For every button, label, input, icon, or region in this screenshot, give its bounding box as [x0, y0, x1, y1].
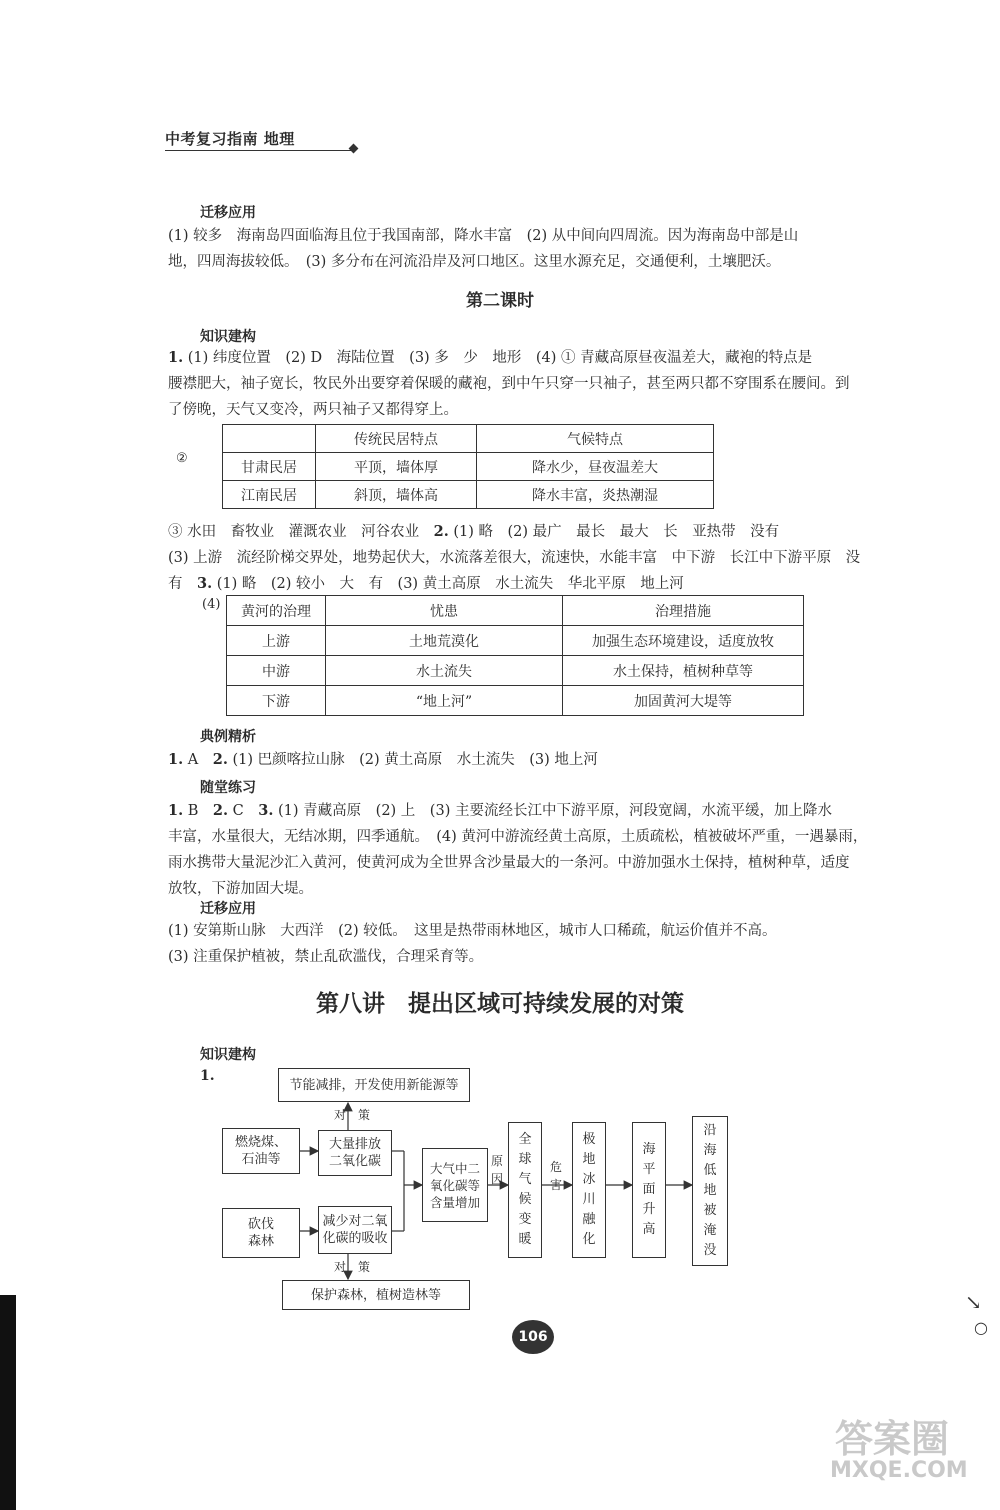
answer-text: (1) 巴颜喀拉山脉 (2) 黄土高原 水土流失 (3) 地上河: [227, 752, 598, 768]
section-label-transfer: 迁移应用: [200, 901, 256, 917]
answer-text: C: [228, 803, 259, 819]
measure-label: 对 策: [334, 1260, 371, 1274]
warming-box: [508, 1122, 542, 1258]
table-cell: 降水丰富，炎热潮湿: [477, 481, 714, 509]
melt-box: [572, 1122, 606, 1258]
watermark-url: MXQE.COM: [830, 1458, 968, 1483]
table-cell: 水土保持，植树种草等: [563, 656, 804, 686]
source-box-deforestation: 砍伐森林: [222, 1208, 300, 1258]
question-number: 1.: [168, 349, 184, 366]
sea-level-box: [632, 1122, 666, 1258]
table-cell: 加强生态环境建设，适度放牧: [563, 626, 804, 656]
section-label-knowledge: 知识建构: [200, 1047, 256, 1063]
flood-text: 沿海低地被淹没: [703, 1123, 717, 1258]
answer-text: B: [183, 803, 213, 819]
table-cell: 下游: [227, 686, 326, 716]
header-title: 中考复习指南 地理: [165, 130, 295, 148]
answer-text: (1) 青藏高原 (2) 上 (3) 主要流经长江中下游平原，河段宽阔，水流平缓，加上降水: [273, 803, 832, 819]
table-header-cell: 黄河的治理: [227, 596, 326, 626]
table-header-cell: 传统民居特点: [316, 425, 477, 453]
table-cell: “地上河”: [326, 686, 563, 716]
melt-text: 极地冰川融化: [582, 1132, 596, 1247]
warming-text: 全球气候变暖: [518, 1132, 532, 1247]
sea-level-text: 海平面升高: [642, 1142, 656, 1237]
scan-mark-icon: ○: [974, 1318, 988, 1337]
text-line: 了傍晚，天气又变冷，两只袖子又都得穿上。: [168, 402, 458, 418]
scan-mark-icon: ↘: [965, 1290, 982, 1314]
text-line: (1) 安第斯山脉 大西洋 (2) 较低。 这里是热带雨林地区，城市人口稀疏，航运价值并不高。: [168, 923, 777, 939]
question-number: 1.: [168, 802, 184, 819]
table-cell: 土地荒漠化: [326, 626, 563, 656]
measure-label: 对 策: [334, 1108, 371, 1122]
text-line: 有: [168, 576, 197, 592]
flood-box: [692, 1116, 728, 1266]
section-label-practice: 随堂练习: [200, 780, 256, 796]
table-marker: (4): [202, 597, 221, 612]
text-line: 放牧，下游加固大堤。: [168, 881, 313, 897]
section-label-transfer: 迁移应用: [200, 205, 256, 221]
lesson-title: 第二课时: [466, 291, 534, 311]
text-line: 地，四周海拔较低。 (3) 多分布在河流沿岸及河口地区。这里水源充足，交通便利，土壤肥沃。: [168, 254, 781, 270]
table-cell: 平顶，墙体厚: [316, 453, 477, 481]
table-cell: 江南民居: [223, 481, 316, 509]
table-header-cell: 气候特点: [477, 425, 714, 453]
table-cell: 加固黄河大堤等: [563, 686, 804, 716]
text-line: 丰富，水量很大，无结冰期，四季通航。 (4) 黄河中游流经黄土高原，土质疏松，植被破坏严重，一遇暴雨，: [168, 829, 868, 845]
section-label-knowledge: 知识建构: [200, 329, 256, 345]
table-cell: 斜顶，墙体高: [316, 481, 477, 509]
table-cell: 甘肃民居: [223, 453, 316, 481]
table-cell: 上游: [227, 626, 326, 656]
table-cell: 水土流失: [326, 656, 563, 686]
table-header-cell: 治理措施: [563, 596, 804, 626]
question-number: 3.: [197, 575, 213, 592]
question-number: 3.: [258, 802, 274, 819]
table-cell: 中游: [227, 656, 326, 686]
question-number: 2.: [212, 802, 229, 819]
question-number: 1.: [168, 751, 184, 768]
measure-box-forest: 保护森林，植树造林等: [282, 1280, 470, 1310]
text-line: 腰襟肥大，袖子宽长，牧民外出要穿着保暖的藏袍，到中午只穿一只袖子，甚至两只都不穿围系在腰间。到: [168, 376, 850, 392]
page-number: 106: [512, 1320, 554, 1354]
harm-label: 危害: [549, 1160, 562, 1192]
effect-box-absorption: 减少对二氧化碳的吸收: [318, 1206, 392, 1254]
table-marker: ②: [176, 451, 188, 466]
answer-text: A: [183, 752, 213, 768]
text-line: (3) 上游 流经阶梯交界处，地势起伏大，水流落差很大，流速快，水能丰富 中下游 长江中下游平原 没: [168, 550, 861, 566]
scan-edge-bar: [0, 1295, 16, 1510]
table-header-cell: 忧患: [326, 596, 563, 626]
question-number: 2.: [212, 751, 228, 768]
measure-box-energy: 节能减排，开发使用新能源等: [278, 1068, 470, 1102]
text-line: (1) 略 (2) 较小 大 有 (3) 黄土高原 水土流失 华北平原 地上河: [212, 576, 684, 592]
text-line: (1) 较多 海南岛四面临海且位于我国南部，降水丰富 (2) 从中间向四周流。因为海南岛中部是山: [168, 228, 799, 244]
question-number: 2.: [433, 523, 449, 540]
text-line: (3) 注重保护植被，禁止乱砍滥伐，合理采育等。: [168, 949, 484, 965]
text-line: (1) 略 (2) 最广 最长 最大 长 亚热带 没有: [448, 524, 780, 540]
cause-label: 原因: [490, 1154, 503, 1186]
question-number: 1.: [200, 1068, 215, 1084]
air-co2-box: 大气中二氧化碳等含量增加: [422, 1148, 488, 1222]
text-line: (1) 纬度位置 (2) D 海陆位置 (3) 多 少 地形 (4) ① 青藏高原昼夜温差大，藏袍的特点是: [187, 350, 813, 366]
effect-box-emission: 大量排放二氧化碳: [318, 1130, 392, 1176]
section-label-examples: 典例精析: [200, 729, 256, 745]
table-cell: 降水少，昼夜温差大: [477, 453, 714, 481]
text-line: ③ 水田 畜牧业 灌溉农业 河谷农业: [168, 524, 434, 540]
watermark-logo: 答案圈: [835, 1417, 950, 1461]
text-line: 雨水携带大量泥沙汇入黄河，使黄河成为全世界含沙量最大的一条河。中游加强水土保持，植树种草，适度: [168, 855, 850, 871]
lecture-title: 第八讲 提出区域可持续发展的对策: [316, 991, 684, 1017]
source-box-fossil-fuel: 燃烧煤、石油等: [222, 1128, 300, 1174]
